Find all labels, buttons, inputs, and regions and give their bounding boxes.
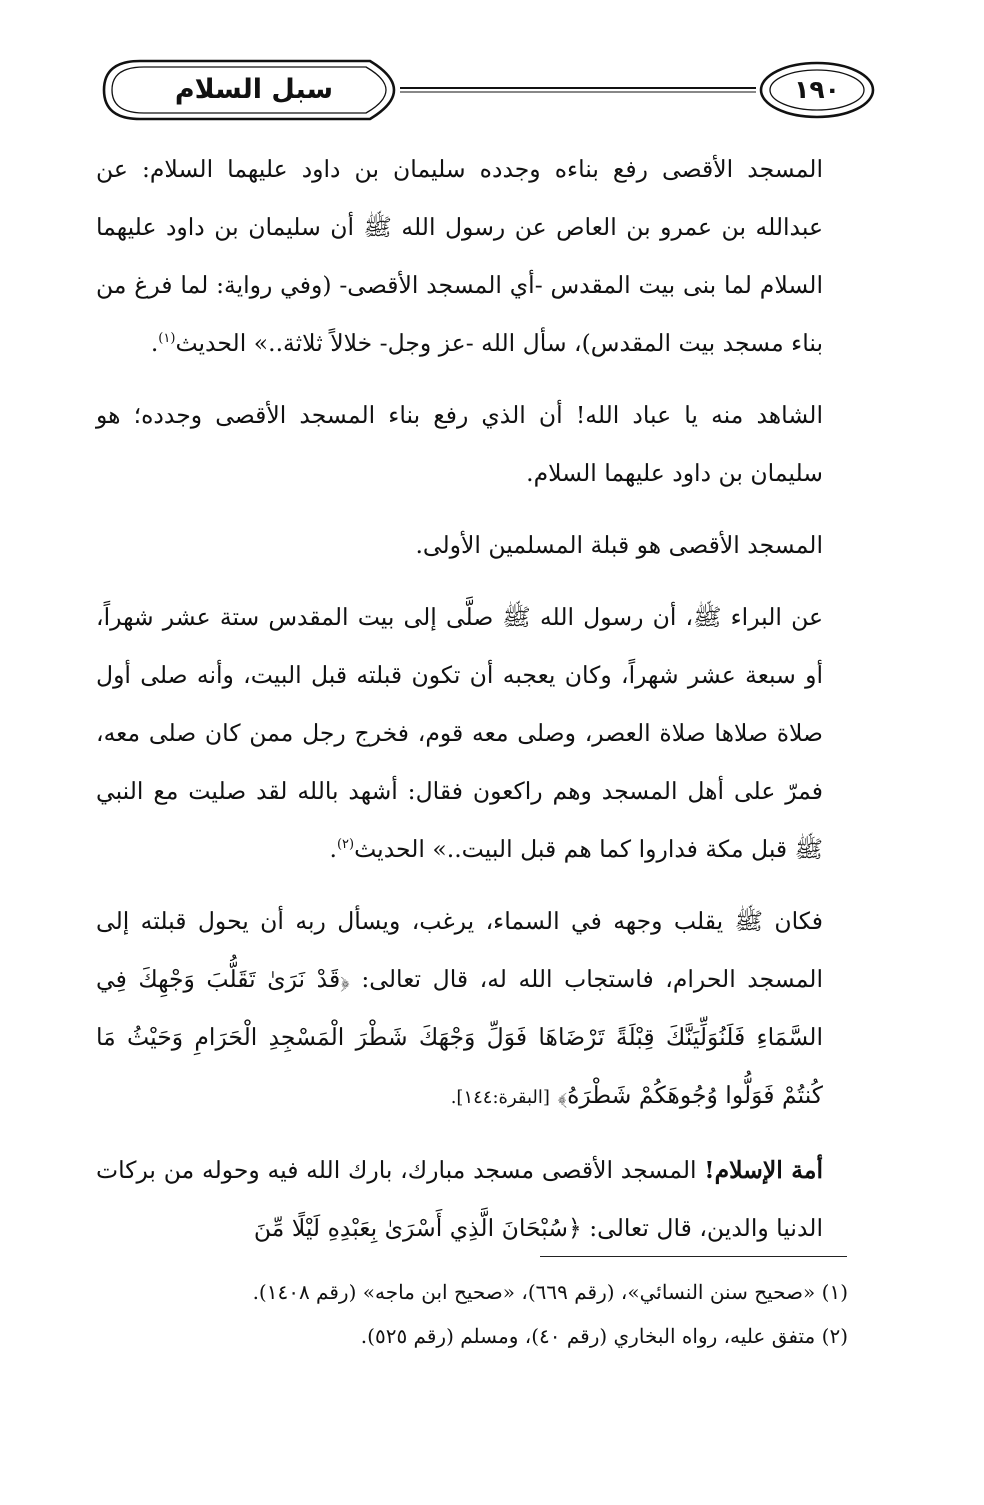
footnote: (١) «صحيح سنن النسائي»، (رقم ٦٦٩)، «صحيح ابن ماجه» (رقم ١٤٠٨).	[252, 1280, 848, 1304]
body-text	[96, 140, 823, 1257]
paragraph: المسجد الأقصى هو قبلة المسلمين الأولى.	[415, 531, 823, 559]
paragraph: الشاهد منه يا عباد الله! أن الذي رفع بناء المسجد الأقصى وجدده؛ هو سليمان بن داود عليهما السلام.	[96, 401, 823, 487]
paragraph-text: فكان ﷺ يقلب وجهه في السماء، يرغب، ويسأل ربه أن يحول قبلته إلى المسجد الحرام، فاستجاب الله له، قال تعالى:	[96, 907, 823, 993]
paragraph: عن البراء ﷺ، أن رسول الله ﷺ صلَّى إلى بيت المقدس ستة عشر شهراً، أو سبعة عشر شهراً، وكان يعجبه أن تكون قبلته قبل البيت، وأنه صلى أول صلاة صلاها صلاة العصر، وصلى معه قوم، فخرج رجل ممن كان صلى معه، فمرّ على أهل المسجد وهم راكعون فقال: أشهد بالله لقد صليت مع النبي ﷺ قبل مكة فداروا كما هم قبل البيت..» الحديث$^{(٢)}$.	[96, 603, 823, 863]
verse-reference: [البقرة:١٤٤].	[450, 1087, 550, 1108]
footnotes	[200, 1270, 848, 1358]
paragraph-text: المسجد الأقصى مسجد مبارك، بارك الله فيه وحوله من بركات الدنيا والدين، قال تعالى:	[96, 1156, 823, 1242]
paragraph	[96, 1141, 823, 1257]
book-title: سبل السلام	[174, 74, 334, 105]
footnote-divider	[540, 1256, 847, 1257]
paragraph	[96, 892, 823, 1127]
footnote-marker: (١)	[158, 331, 176, 347]
paragraph: المسجد الأقصى رفع بناءه وجدده سليمان بن داود عليهما السلام: عن عبدالله بن عمرو بن العاص عن رسول الله ﷺ أن سليمان بن داود عليهما السلام لما بنى بيت المقدس -أي المسجد الأقصى- (وفي رواية: لما فرغ من بناء مسجد بيت المقدس)، سأل الله -عز وجل- خلالاً ثلاثة..» الحديث$^{(١)}$.	[96, 155, 823, 357]
footnote-marker: (٢)	[336, 837, 355, 853]
page-number: ١٩٠	[794, 75, 840, 104]
page-header	[100, 55, 880, 127]
footnote: (٢) متفق عليه، رواه البخاري (رقم ٤٠)، ومسلم (رقم ٥٢٥).	[360, 1324, 848, 1348]
quran-verse: ﴿قَدْ نَرَىٰ تَقَلُّبَ وَجْهِكَ فِي السَّمَاءِ فَلَنُوَلِّيَنَّكَ قِبْلَةً تَرْضَاهَا فَوَلِّ وَجْهَكَ شَطْرَ الْمَسْجِدِ الْحَرَامِ وَحَيْثُ مَا كُنتُمْ فَوَلُّوا وُجُوهَكُمْ شَطْرَهُ﴾	[96, 965, 823, 1109]
emphasis-text: أمة الإسلام!	[704, 1156, 823, 1184]
paragraph-text: المسجد الأقصى رفع بناءه وجدده سليمان بن داود عليهما السلام: عن عبدالله بن عمرو بن العاص عن رسول الله ﷺ أن سليمان بن داود عليهما السلام لما بنى بيت المقدس -أي المسجد الأقصى- (وفي رواية: لما فرغ من بناء مسجد بيت المقدس)، سأل الله -عز وجل- خلالاً ثلاثة..» الحديث	[96, 155, 823, 357]
paragraph-text: عن البراء ﷺ، أن رسول الله ﷺ صلَّى إلى بيت المقدس ستة عشر شهراً، أو سبعة عشر شهراً، وكان يعجبه أن تكون قبلته قبل البيت، وأنه صلى أول صلاة صلاها صلاة العصر، وصلى معه قوم، فخرج رجل ممن كان صلى معه، فمرّ على أهل المسجد وهم راكعون فقال: أشهد بالله لقد صليت مع النبي ﷺ قبل مكة فداروا كما هم قبل البيت..» الحديث	[96, 603, 823, 863]
quran-verse: ﴿سُبْحَانَ الَّذِي أَسْرَىٰ بِعَبْدِهِ لَيْلًا مِّنَ	[253, 1214, 582, 1242]
